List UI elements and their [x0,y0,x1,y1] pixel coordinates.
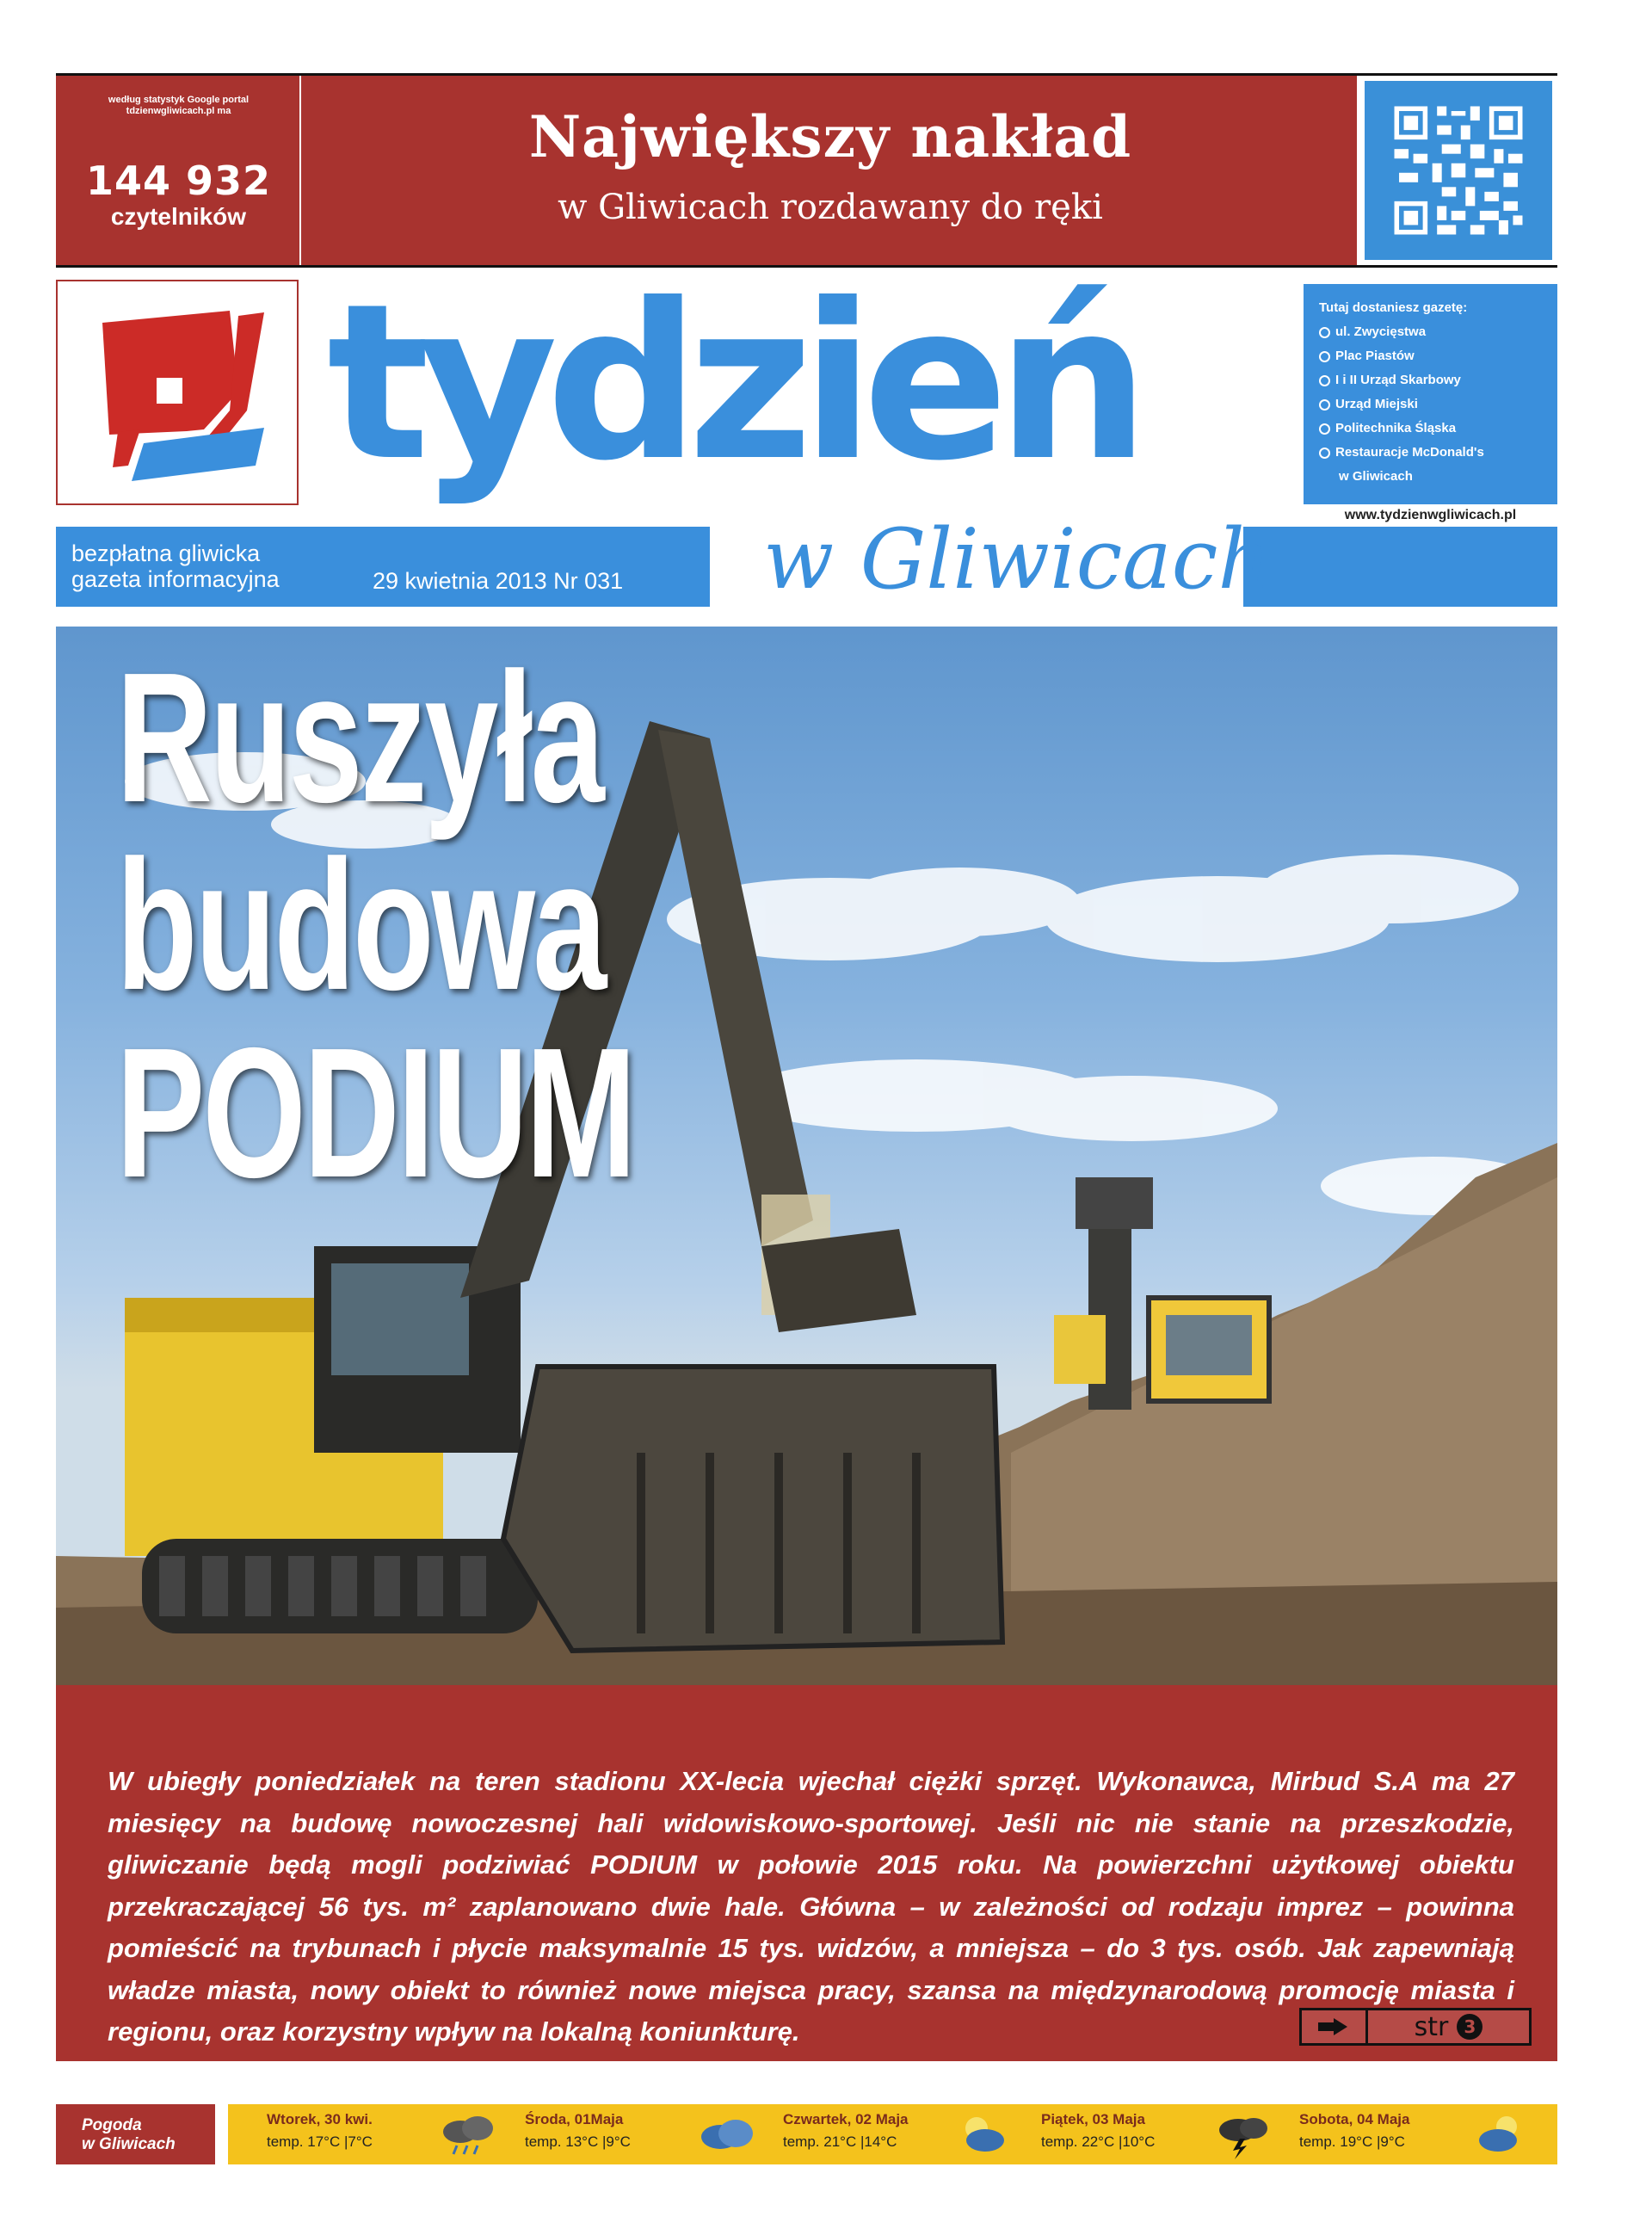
page-reference-text: str [1414,2011,1449,2042]
qr-code-icon [1390,97,1527,244]
readership-count: 144 932 [85,157,272,204]
issue-info: 29 kwietnia 2013 Nr 031 [373,568,624,594]
slogan-subtitle: w Gliwicach rozdawany do ręki [558,188,1103,227]
headline-line: Ruszyła [116,633,602,841]
page-reference[interactable] [1299,2008,1532,2046]
weather-label-line: Pogoda [82,2116,142,2134]
weather-day [783,2104,1041,2164]
website-link[interactable]: www.tydzienwgliwicach.pl [1344,508,1517,522]
weather-day-temp: temp. 21°C |14°C [783,2133,897,2150]
distribution-place: Restauracje McDonald's [1319,441,1545,465]
storm-icon [1209,2111,1278,2159]
weather-day-temp: temp. 13°C |9°C [525,2133,631,2150]
weather-day [525,2104,783,2164]
headline [116,633,634,1216]
readership-box [56,76,301,265]
distribution-place: I i II Urząd Skarbowy [1319,368,1545,392]
masthead-city: w Gliwicach [763,511,1272,608]
brand-logo[interactable] [56,280,299,505]
lead-text: W ubiegły poniedziałek na teren stadionu XX-lecia wjechał ciężki sprzęt. Wykonawca, Mirbud S.A ma 27 miesięcy na budowę nowoczesnej hali widowiskowo-sportowej. Jeśli nic nie stanie na przeszkodzie, gliwiczanie będą mogli podziwiać PODIUM w połowie 2015 roku. Na powierzchni użytkowej obiektu przekraczającej 56 tys. m² zaplanowano dwie hale. Główna – w zależności od rodzaju imprez – powinna pomieścić na trybunach i płycie maksymalnie 15 tys. widzów, a mniejsza – do 3 tys. osób. Jak zapewniają władze miasta, nowy obiekt to również nowe miejsca pracy, szansa na międzynarodową promocję miasta i regionu, oraz korzystny wpływ na lokalną koniunkturę. [108,1766,1514,2047]
weather-day-name: Czwartek, 02 Maja [783,2111,909,2127]
weather-label [56,2104,215,2164]
arrow-right-icon [1299,2008,1368,2046]
masthead-title: tydzień [327,257,1138,508]
logo-icon [58,281,297,503]
weather-day [1299,2104,1557,2164]
weather-day [267,2104,525,2164]
page-number: 3 [1457,2014,1482,2040]
readership-label: czytelników [110,203,247,230]
distribution-place: ul. Zwycięstwa [1319,320,1545,344]
weather-day-name: Wtorek, 30 kwi. [267,2111,373,2127]
weather-day-name: Sobota, 04 Maja [1299,2111,1410,2127]
readership-source: według statystyk Google portal tdzienwgliwicach.pl ma [108,95,250,116]
weather-day-name: Środa, 01Maja [525,2111,624,2127]
weather-strip [228,2104,1557,2164]
cloud-sun-icon [951,2111,1020,2159]
page-reference-label [1368,2008,1532,2046]
distribution-place: Urząd Miejski [1319,392,1545,417]
headline-line: PODIUM [116,1009,634,1216]
cloud-rain-icon [435,2111,503,2159]
lead-box [56,1685,1557,2061]
weather-day-name: Piątek, 03 Maja [1041,2111,1145,2127]
weather-day [1041,2104,1299,2164]
weather-day-temp: temp. 22°C |10°C [1041,2133,1156,2150]
qr-code[interactable] [1357,76,1557,265]
tagline-line: bezpłatna gliwicka [71,540,261,566]
distribution-place: Plac Piastów [1319,344,1545,368]
top-banner [56,73,1557,268]
distribution-title: Tutaj dostaniesz gazetę: [1319,300,1468,315]
tagline-line: gazeta informacyjna [71,566,280,592]
weather-day-temp: temp. 19°C |9°C [1299,2133,1405,2150]
weather-label-line: w Gliwicach [82,2135,176,2153]
distribution-place: Politechnika Śląska [1319,417,1545,441]
distribution-place: w Gliwicach [1339,469,1413,484]
slogan-title: Największy nakład [528,103,1132,170]
cover-photo [56,627,1557,1685]
cloud-sun-icon [1467,2111,1536,2159]
weather-day-temp: temp. 17°C |7°C [267,2133,373,2150]
headline-line: budowa [116,821,605,1028]
tagline [71,540,280,592]
cloud-icon [693,2111,761,2159]
distribution-box [1304,284,1557,504]
